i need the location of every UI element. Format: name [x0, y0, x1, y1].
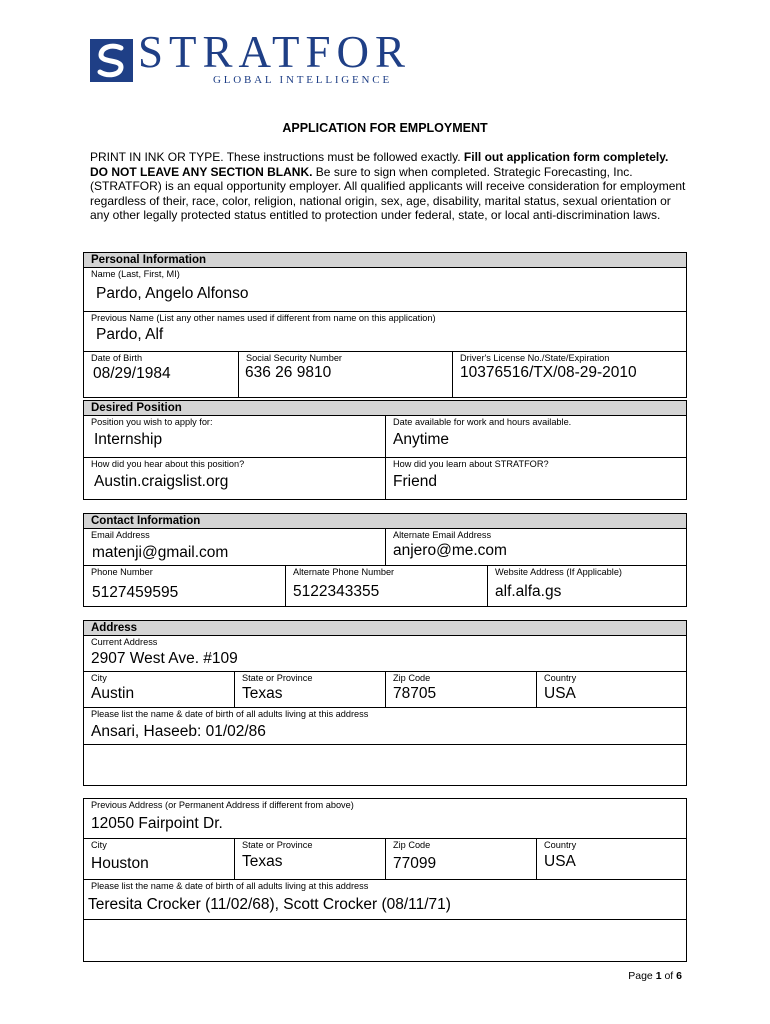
- section-header: Contact Information: [84, 514, 686, 529]
- date-of-birth-field[interactable]: [84, 352, 238, 397]
- field-label: Zip Code: [393, 673, 431, 683]
- field-value: Pardo, Alf: [96, 326, 164, 343]
- previous-address-field[interactable]: [84, 799, 687, 838]
- field-label: Date of Birth: [91, 353, 143, 363]
- field-label: How did you learn about STRATFOR?: [393, 459, 549, 469]
- city-field[interactable]: [84, 672, 234, 707]
- drivers-license-field[interactable]: [452, 352, 687, 397]
- field-label: Alternate Phone Number: [293, 567, 395, 577]
- field-label: Position you wish to apply for:: [91, 417, 213, 427]
- adults-field[interactable]: [84, 708, 687, 744]
- field-value: matenji@gmail.com: [92, 544, 229, 561]
- field-label: State or Province: [242, 673, 313, 683]
- phone-field[interactable]: [84, 566, 285, 606]
- previous-country-field[interactable]: [536, 839, 687, 879]
- field-label: City: [91, 673, 107, 683]
- ssn-field[interactable]: [238, 352, 452, 397]
- field-value: 636 26 9810: [245, 364, 332, 381]
- previous-name-field[interactable]: [84, 312, 687, 351]
- field-value: 2907 West Ave. #109: [91, 650, 238, 667]
- adults-continued-row: [84, 745, 686, 785]
- desired-position-section: [83, 400, 687, 500]
- field-value: 10376516/TX/08-29-2010: [460, 364, 637, 381]
- phone-row: [84, 566, 686, 606]
- field-label: Country: [544, 673, 577, 683]
- previous-adults-continued-row: [84, 920, 686, 961]
- brand-tagline: GLOBAL INTELLIGENCE: [213, 74, 392, 86]
- field-value: Austin.craigslist.org: [94, 473, 229, 490]
- email-field[interactable]: [84, 529, 385, 565]
- section-header: Desired Position: [84, 401, 686, 416]
- field-label: Website Address (If Applicable): [495, 567, 622, 577]
- heard-about-field[interactable]: [84, 458, 385, 499]
- adults-continued-field[interactable]: [84, 745, 687, 785]
- field-label: Current Address: [91, 637, 158, 647]
- adults-row: [84, 708, 686, 745]
- source-row: [84, 458, 686, 499]
- field-label: Please list the name & date of birth of all adults living at this address: [91, 709, 369, 719]
- field-label: Date available for work and hours available.: [393, 417, 572, 427]
- brand-name: STRATFOR: [138, 27, 412, 77]
- field-value: anjero@me.com: [393, 542, 507, 559]
- document-title: APPLICATION FOR EMPLOYMENT: [282, 121, 488, 135]
- field-value: 12050 Fairpoint Dr.: [91, 815, 223, 832]
- field-value: 08/29/1984: [93, 365, 171, 382]
- field-label: State or Province: [242, 840, 313, 850]
- field-label: Please list the name & date of birth of all adults living at this address: [91, 881, 369, 891]
- previous-state-field[interactable]: [234, 839, 385, 879]
- field-label: Country: [544, 840, 577, 850]
- previous-adults-continued-field[interactable]: [84, 920, 687, 961]
- previous-city-state-row: [84, 839, 686, 880]
- field-label: Name (Last, First, MI): [91, 269, 180, 279]
- field-label: Zip Code: [393, 840, 431, 850]
- instructions-text: PRINT IN INK OR TYPE. These instructions must be followed exactly. Fill out application form completely. DO NOT LEAVE ANY SECTION BLANK. Be sure to sign when completed. Strategic Forecasting, Inc. (STRATFOR) is an equal opportunity employer. All qualified applicants will receive consideration for employment regardless of their, race, color, religion, national origin, sex, age, disability, marital status, sexual orientation or any other legally protected status entitled to protection under federal, state, or local anti-discrimination laws.: [90, 150, 686, 223]
- field-label: How did you hear about this position?: [91, 459, 245, 469]
- previous-zip-field[interactable]: [385, 839, 536, 879]
- field-value: 5127459595: [92, 584, 179, 601]
- position-field[interactable]: [84, 416, 385, 457]
- previous-name-row: [84, 312, 686, 352]
- contact-information-section: [83, 513, 687, 607]
- field-value: USA: [544, 685, 576, 702]
- field-label: City: [91, 840, 107, 850]
- alternate-phone-field[interactable]: [285, 566, 487, 606]
- field-label: Driver's License No./State/Expiration: [460, 353, 610, 363]
- current-address-field[interactable]: [84, 636, 687, 671]
- name-row: [84, 268, 686, 312]
- field-label: Phone Number: [91, 567, 153, 577]
- field-value: 77099: [393, 855, 437, 872]
- learned-about-field[interactable]: [385, 458, 687, 499]
- field-value: Teresita Crocker (11/02/68), Scott Crocker (08/11/71): [88, 896, 451, 913]
- field-value: Houston: [91, 855, 149, 872]
- country-field[interactable]: [536, 672, 687, 707]
- field-label: Social Security Number: [246, 353, 342, 363]
- previous-address-row: [84, 799, 686, 839]
- field-label: Previous Name (List any other names used if different from name on this application): [91, 313, 436, 323]
- field-label: Alternate Email Address: [393, 530, 492, 540]
- field-value: Internship: [94, 431, 163, 448]
- page-indicator: Page 1 of 6: [628, 970, 682, 982]
- field-value: Anytime: [393, 431, 449, 448]
- previous-adults-row: [84, 880, 686, 920]
- availability-field[interactable]: [385, 416, 687, 457]
- website-field[interactable]: [487, 566, 687, 606]
- field-value: Ansari, Haseeb: 01/02/86: [91, 723, 266, 740]
- section-header: Address: [84, 621, 686, 636]
- name-field[interactable]: [84, 268, 687, 311]
- field-value: Austin: [91, 685, 135, 702]
- field-value: USA: [544, 853, 576, 870]
- stratfor-logo-mark: [90, 39, 133, 82]
- field-value: alf.alfa.gs: [495, 583, 562, 600]
- previous-address-section: [83, 798, 687, 962]
- email-row: [84, 529, 686, 566]
- current-address-row: [84, 636, 686, 672]
- field-label: Previous Address (or Permanent Address if different from above): [91, 800, 354, 810]
- alternate-email-field[interactable]: [385, 529, 687, 565]
- previous-adults-field[interactable]: [84, 880, 687, 919]
- personal-information-section: [83, 252, 687, 398]
- address-section: [83, 620, 687, 786]
- field-value: 78705: [393, 685, 437, 702]
- field-value: Texas: [242, 685, 283, 702]
- city-state-row: [84, 672, 686, 708]
- field-value: Pardo, Angelo Alfonso: [96, 285, 249, 302]
- previous-city-field[interactable]: [84, 839, 234, 879]
- state-field[interactable]: [234, 672, 385, 707]
- field-label: Email Address: [91, 530, 150, 540]
- field-value: Texas: [242, 853, 283, 870]
- zip-field[interactable]: [385, 672, 536, 707]
- position-row: [84, 416, 686, 458]
- field-value: Friend: [393, 473, 437, 490]
- identity-row: [84, 352, 686, 397]
- field-value: 5122343355: [293, 583, 380, 600]
- section-header: Personal Information: [84, 253, 686, 268]
